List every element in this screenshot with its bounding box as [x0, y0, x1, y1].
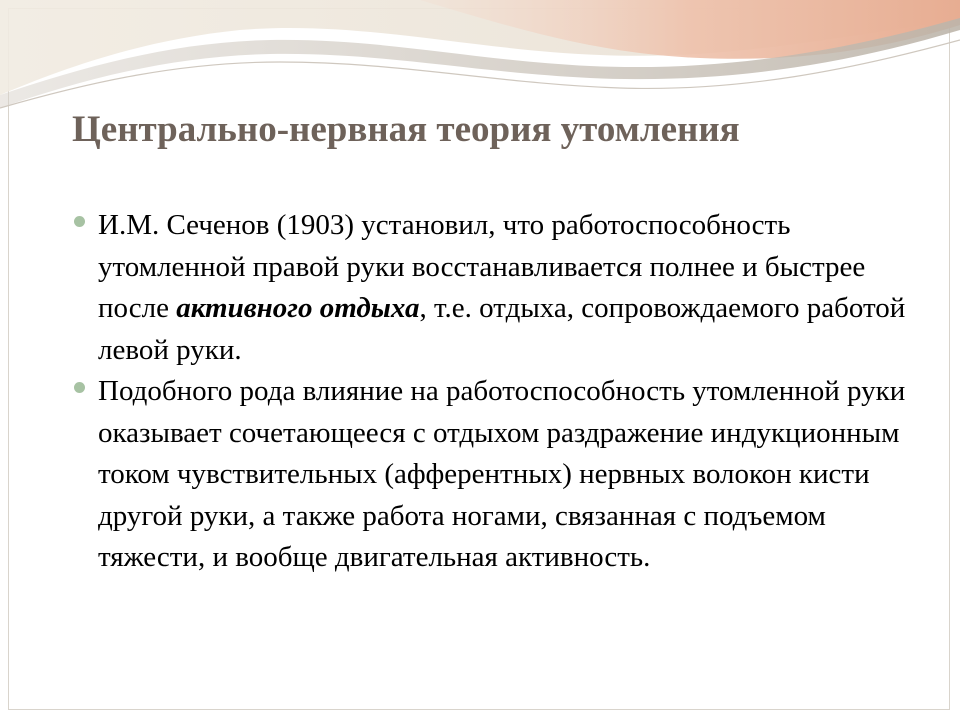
- bullet-dot-icon: [74, 216, 85, 227]
- slide-title: Центрально-нервная теория утомления: [72, 109, 740, 150]
- bullet-dot-icon: [74, 382, 85, 393]
- bullet-text: Подобного рода влияние на работоспособность утомленной руки оказывает сочетающееся с отдыхом раздражение индукционным током чувствительных (афферентных) нервных волокон кисти другой руки, а также работа ногами, связанная с подъемом тяжести, и вообще двигательная активность.: [98, 375, 906, 573]
- bullet-list: [72, 205, 912, 579]
- bullet-text-before: И.М. Сеченов (1903) установил, что работоспособность утомленной правой руки восстанавливается полнее и быстрее после: [98, 209, 866, 324]
- bullet-item: [72, 205, 912, 371]
- bullet-text-after: , т.е. отдыха, сопровождаемого работой левой руки.: [98, 292, 906, 366]
- bullet-emphasis: активного отдыха: [176, 292, 420, 324]
- bullet-item: [72, 371, 912, 579]
